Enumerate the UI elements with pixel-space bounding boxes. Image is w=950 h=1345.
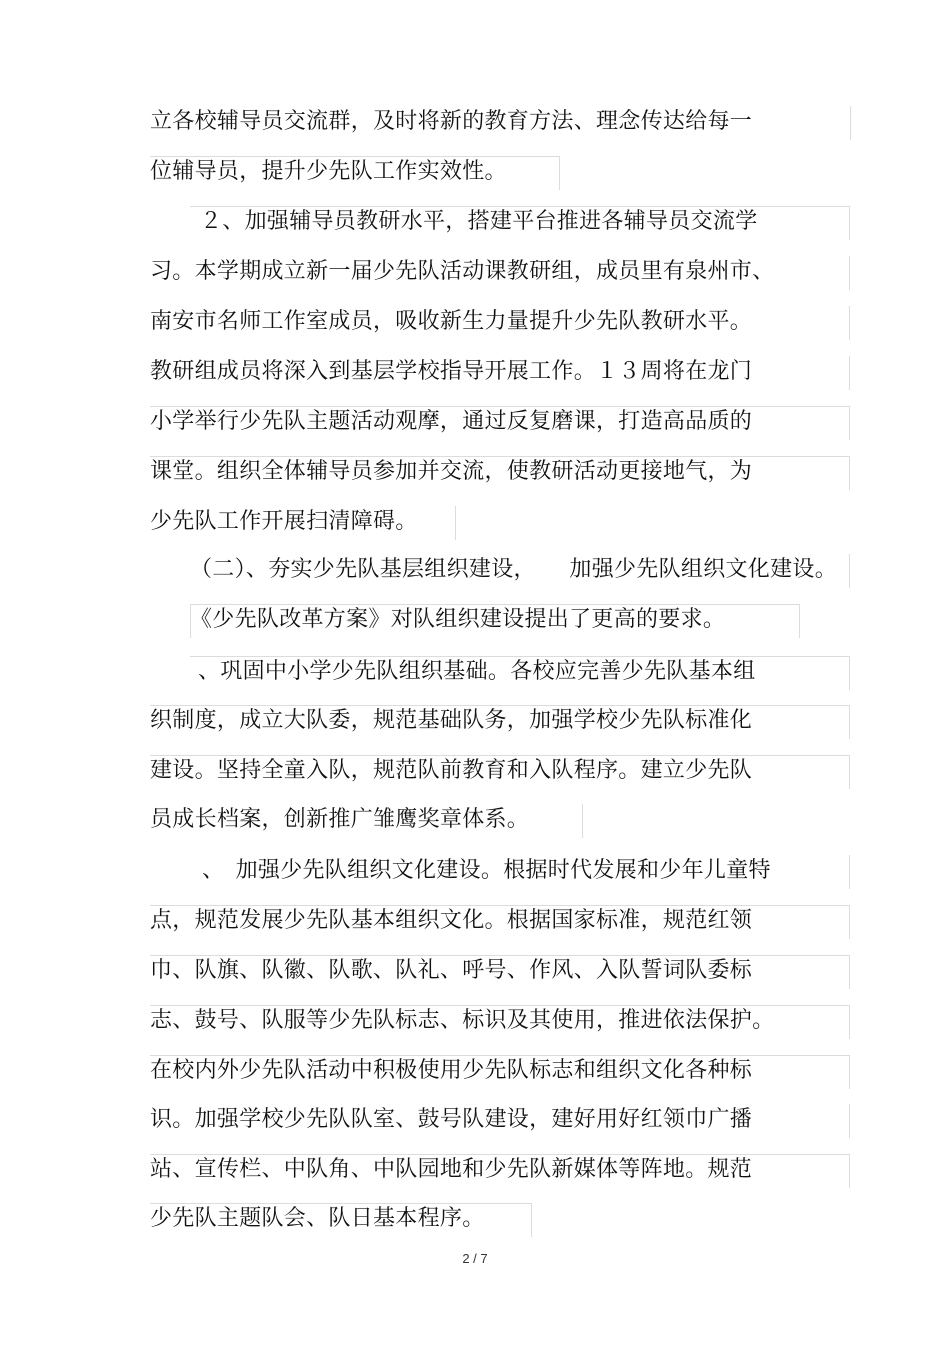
paragraph-line: 志、鼓号、队服等少先队标志、标识及其使用，推进依法保护。 [150,1008,775,1033]
paragraph-line: 课堂。组织全体辅导员参加并交流，使教研活动更接地气，为 [150,459,753,484]
paragraph-line: 点，规范发展少先队基本组织文化。根据国家标准，规范红领 [150,908,753,933]
paragraph-line: 员成长档案，创新推广雏鹰奖章体系。 [150,807,530,832]
paragraph-line: 、巩固中小学少先队组织基础。各校应完善少先队基本组 [198,659,756,684]
section-heading: （二）、夯实少先队基层组织建设， 加强少先队组织文化建设。 [190,557,838,582]
paragraph-line: 、 加强少先队组织文化建设。根据时代发展和少年儿童特 [202,858,771,883]
cell-rule [850,106,851,140]
paragraph-line: 少先队工作开展扫清障碍。 [150,509,418,534]
paragraph-line: 识。加强学校少先队队室、鼓号队建设，建好用好红领巾广播 [150,1107,753,1132]
paragraph-line: 织制度，成立大队委，规范基础队务，加强学校少先队标准化 [150,708,753,733]
paragraph-line: ２、加强辅导员教研水平，搭建平台推进各辅导员交流学 [200,209,758,234]
paragraph-line: 巾、队旗、队徽、队歌、队礼、呼号、作风、入队誓词队委标 [150,958,753,983]
paragraph-line: 南安市名师工作室成员，吸收新生力量提升少先队教研水平。 [150,309,753,334]
paragraph-line: 《少先队改革方案》对队组织建设提出了更高的要求。 [190,607,726,632]
paragraph-line: 位辅导员，提升少先队工作实效性。 [150,159,507,184]
paragraph-line: 站、宣传栏、中队角、中队园地和少先队新媒体等阵地。规范 [150,1157,753,1182]
paragraph-line: 教研组成员将深入到基层学校指导开展工作。１３周将在龙门 [150,359,753,384]
page-number: 2 / 7 [462,1251,488,1266]
paragraph-line: 习。本学期成立新一届少先队活动课教研组，成员里有泉州市、 [150,259,775,284]
paragraph-line: 建设。坚持全童入队，规范队前教育和入队程序。建立少先队 [150,758,753,783]
paragraph-line: 小学举行少先队主题活动观摩，通过反复磨课，打造高品质的 [150,409,753,434]
paragraph-line: 少先队主题队会、队日基本程序。 [150,1206,485,1231]
paragraph-line: 立各校辅导员交流群，及时将新的教育方法、理念传达给每一 [150,109,753,134]
paragraph-line: 在校内外少先队活动中积极使用少先队标志和组织文化各种标 [150,1058,753,1083]
